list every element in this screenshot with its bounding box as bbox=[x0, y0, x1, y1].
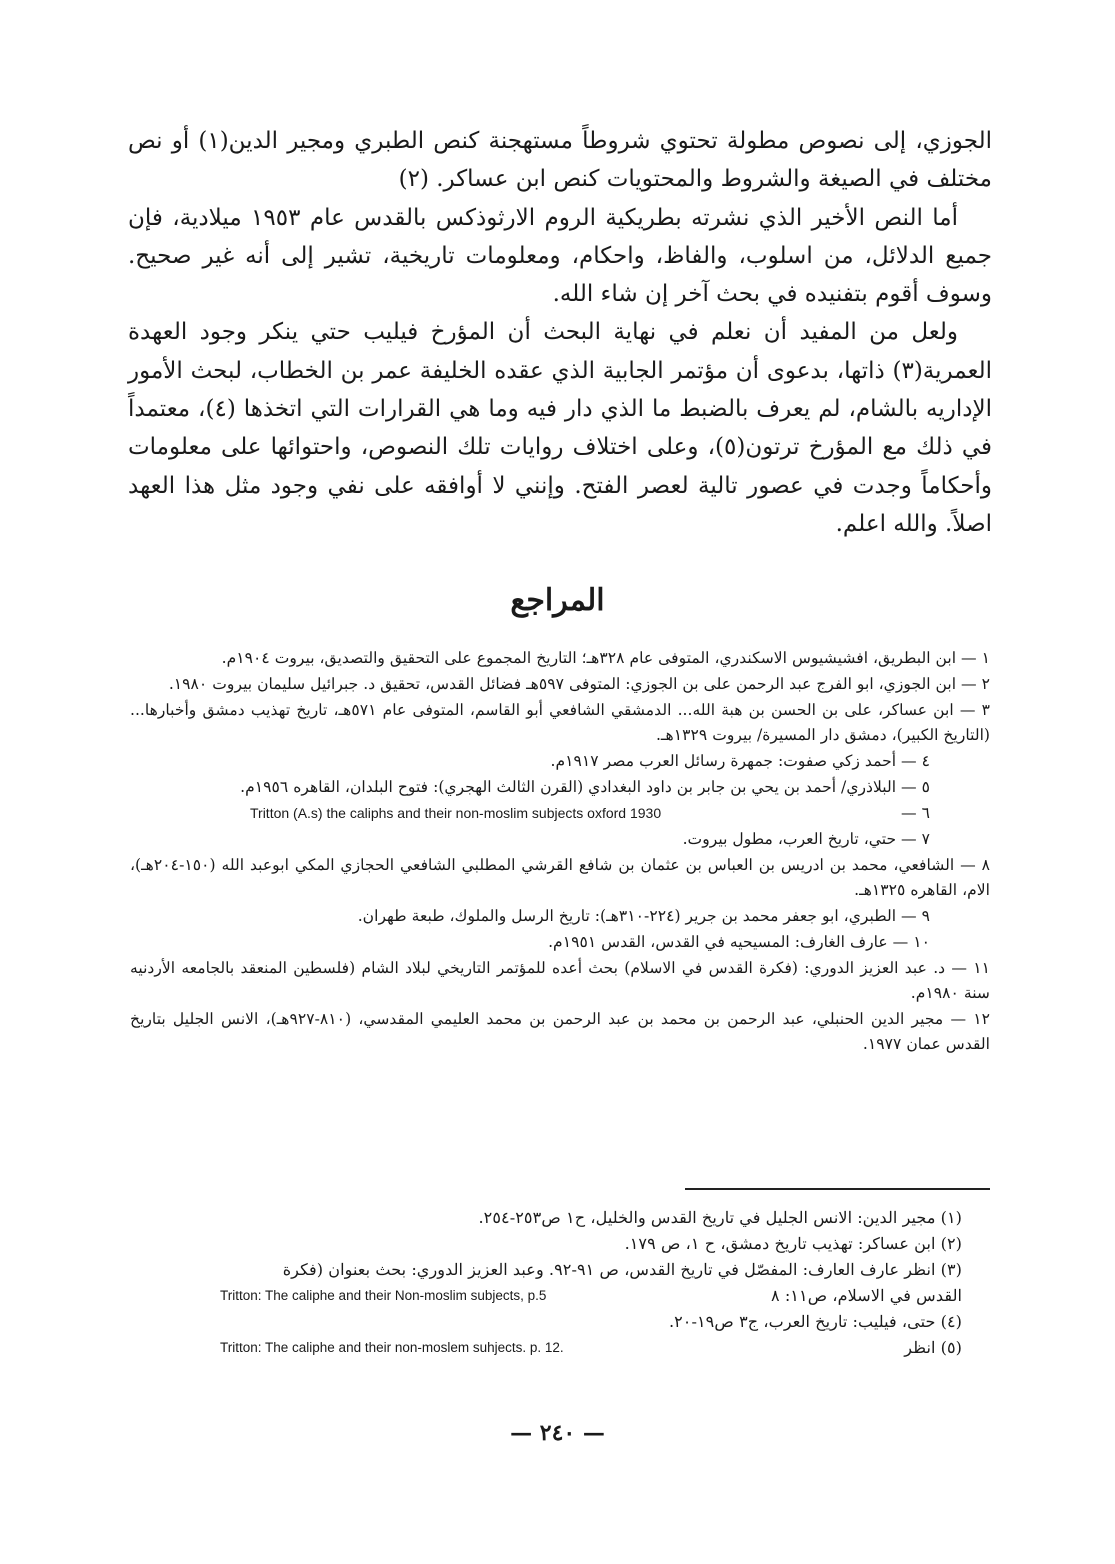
footnote-3-continued bbox=[130, 1283, 962, 1309]
reference-6-text: Tritton (A.s) the caliphs and their non-moslim subjects oxford 1930 bbox=[250, 805, 662, 821]
footnote-3-continued-latin: Tritton: The caliphe and their Non-moslim subjects, p.5 bbox=[220, 1288, 547, 1303]
paragraph-3: ولعل من المفيد أن نعلم في نهاية البحث أن المؤرخ فيليب حتي ينكر وجود العهدة العمرية(٣) ذاتها، بدعوى أن مؤتمر الجابية الذي عقده الخليفة عمر بن الخطاب، لبحث الأمور الإداريه بالشام، لم يعرف بالضبط ما الذي دار فيه وما هي القرارات التي اتخذها (٤)، معتمداً في ذلك مع المؤرخ ترتون(٥)، وعلى اختلاف روايات تلك النصوص، واحتوائها على معلومات وأحكاماً وجدت في عصور تالية لعصر الفتح. وإنني لا أوافقه على نفي وجود مثل هذا العهد اصلاً. والله اعلم. bbox=[128, 319, 992, 537]
footnotes bbox=[130, 1205, 962, 1361]
page-number: — ٢٤٠ — bbox=[510, 1420, 605, 1446]
paragraph-1: الجوزي، إلى نصوص مطولة تحتوي شروطاً مستهجنة كنص الطبري ومجير الدين(١) أو نص مختلف في الصيغة والشروط والمحتويات كنص ابن عساكر. (٢) bbox=[128, 128, 992, 193]
reference-9: ٩ — الطبري، ابو جعفر محمد بن جرير (٢٢٤-٣١٠هـ): تاريخ الرسل والملوك، طبعة طهران. bbox=[357, 907, 930, 925]
body-text bbox=[128, 122, 992, 543]
footnote-3-continued-arabic: القدس في الاسلام، ص١١: ٨ bbox=[770, 1286, 962, 1305]
footnote-5 bbox=[130, 1335, 962, 1361]
paragraph-2: أما النص الأخير الذي نشرته بطريكية الروم الارثوذكس بالقدس عام ١٩٥٣ ميلادية، فإن جميع الدلائل، من اسلوب، والفاظ، واحكام، ومعلومات تاريخية، تشير إلى أنه غير صحيح. وسوف أقوم بتفنيده في بحث آخر إن شاء الله. bbox=[128, 204, 992, 308]
reference-4: ٤ — أحمد زكي صفوت: جمهرة رسائل العرب مصر ١٩١٧م. bbox=[550, 752, 930, 770]
footnote-5-arabic: (٥) انظر bbox=[904, 1338, 962, 1357]
footnote-4: (٤) حتى، فيليب: تاريخ العرب، ج٣ ص١٩-٢٠. bbox=[668, 1312, 962, 1331]
reference-2: ٢ — ابن الجوزي، ابو الفرج عبد الرحمن على بن الجوزي: المتوفى ٥٩٧هـ فضائل القدس، تحقيق د. جبرائيل سليمان بيروت ١٩٨٠. bbox=[168, 675, 990, 693]
footnote-2: (٢) ابن عساكر: تهذيب تاريخ دمشق، ح ١، ص ١٧٩. bbox=[624, 1234, 962, 1253]
references-list bbox=[130, 646, 990, 1058]
footnote-1: (١) مجير الدين: الانس الجليل في تاريخ القدس والخليل، ح١ ص٢٥٣-٢٥٤. bbox=[478, 1208, 962, 1227]
reference-12: ١٢ — مجير الدين الحنبلي، عبد الرحمن بن محمد بن عبد الرحمن بن محمد العليمي المقدسي، (٨١٠-٩٢٧هـ)، الانس الجليل بتاريخ القدس عمان ١٩٧٧. bbox=[130, 1010, 990, 1053]
reference-8: ٨ — الشافعي، محمد بن ادريس بن العباس بن عثمان بن شافع القرشي المطلبي الشافعي الحجازي المكي ابوعبد الله (١٥٠-٢٠٤هـ)، الام، القاهره ١٣٢٥هـ. bbox=[130, 856, 990, 899]
reference-11: ١١ — د. عبد العزيز الدوري: (فكرة القدس في الاسلام) بحث أعده للمؤتمر التاريخي لبلاد الشام (فلسطين المنعقد بالجامعه الأردنيه سنة ١٩٨٠م. bbox=[130, 959, 990, 1002]
footnote-divider bbox=[685, 1188, 990, 1190]
reference-7: ٧ — حتي، تاريخ العرب، مطول بيروت. bbox=[682, 830, 930, 848]
reference-5: ٥ — البلاذري/ أحمد بن يحي بن جابر بن داود البغدادي (القرن الثالث الهجري): فتوح البلدان، القاهره ١٩٥٦م. bbox=[240, 778, 930, 796]
references-heading: المراجع bbox=[510, 583, 605, 618]
footnote-3: (٣) انظر عارف العارف: المفصّل في تاريخ القدس، ص ٩١-٩٢. وعبد العزيز الدوري: بحث بعنوان (فكرة bbox=[282, 1260, 962, 1279]
reference-3: ٣ — ابن عساكر، على بن الحسن بن هبة الله... الدمشقي الشافعي أبو القاسم، المتوفى عام ٥٧١هـ، تاريخ تهذيب دمشق وأخبارها... (التاريخ الكبير)، دمشق دار المسيرة/ بيروت ١٣٢٩هـ. bbox=[130, 701, 990, 744]
reference-1: ١ — ابن البطريق، افشيشيوس الاسكندري، المتوفى عام ٣٢٨هـ؛ التاريخ المجموع على التحقيق والتصديق، بيروت ١٩٠٤م. bbox=[221, 649, 990, 667]
reference-10: ١٠ — عارف الغارف: المسيحيه في القدس، القدس ١٩٥١م. bbox=[548, 933, 930, 951]
footnote-5-latin: Tritton: The caliphe and their non-moslem suhjects. p. 12. bbox=[220, 1340, 564, 1355]
reference-6 bbox=[130, 801, 990, 826]
reference-6-number: ٦ — bbox=[901, 804, 930, 822]
